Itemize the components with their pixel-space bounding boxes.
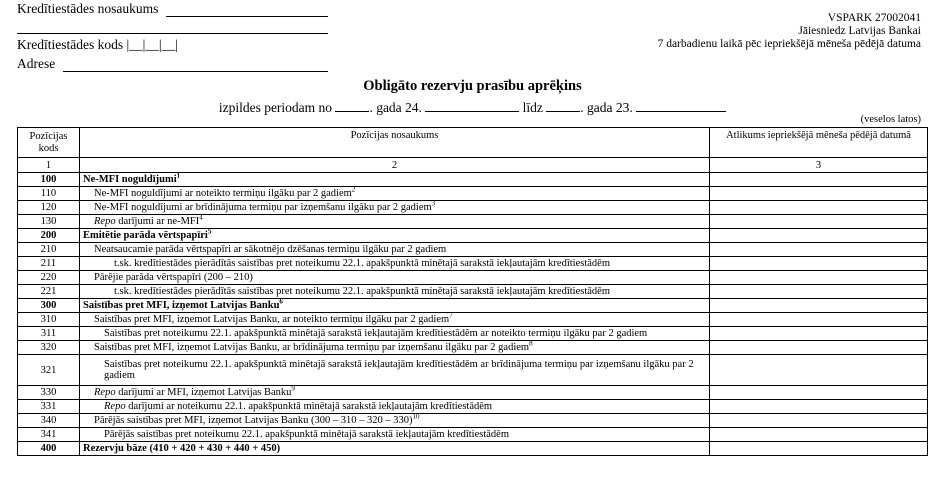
row-name bbox=[80, 271, 710, 285]
footnote-ref: 9 bbox=[291, 384, 295, 393]
col-header-code: Pozīcijas kods bbox=[18, 128, 80, 158]
table-row bbox=[18, 355, 928, 386]
col-header-name: Pozīcijas nosaukums bbox=[80, 128, 710, 158]
row-name bbox=[80, 386, 710, 400]
table-row bbox=[18, 428, 928, 442]
period-to-suffix: . gada 23. bbox=[580, 100, 633, 115]
table-row bbox=[18, 327, 928, 341]
row-name bbox=[80, 285, 710, 299]
row-name bbox=[80, 442, 710, 456]
row-code: 310 bbox=[18, 313, 80, 327]
row-code: 311 bbox=[18, 327, 80, 341]
table-row bbox=[18, 201, 928, 215]
row-balance-input[interactable] bbox=[710, 271, 928, 285]
institution-name-field-line2[interactable] bbox=[17, 33, 328, 34]
row-name-text: t.sk. kredītiestādes pierādītās saistības pret noteikumu 22.1. apakšpunktā minētajā sarakstā iekļautajām kredītiestādēm bbox=[114, 286, 610, 297]
row-code: 220 bbox=[18, 271, 80, 285]
deadline-note: 7 darbadienu laikā pēc iepriekšējā mēneša pēdējā datuma bbox=[657, 38, 921, 50]
row-balance-input[interactable] bbox=[710, 341, 928, 355]
row-balance-input[interactable] bbox=[710, 386, 928, 400]
row-name-text: Saistības pret MFI, izņemot Latvijas Banku, ar noteikto termiņu ilgāku par 2 gadiem bbox=[94, 314, 450, 325]
footnote-ref: 10 bbox=[412, 412, 420, 421]
table-row bbox=[18, 400, 928, 414]
row-code: 340 bbox=[18, 414, 80, 428]
row-name-italic: Repo bbox=[94, 387, 116, 398]
row-code: 120 bbox=[18, 201, 80, 215]
row-balance-input[interactable] bbox=[710, 428, 928, 442]
row-name bbox=[80, 229, 710, 243]
row-name-text: Pārējie parāda vērtspapīri (200 – 210) bbox=[94, 272, 253, 283]
row-name-text: Pārējās saistības pret noteikumu 22.1. apakšpunktā minētajā sarakstā iekļautajām kredītiestādēm bbox=[104, 429, 510, 440]
table-number-row bbox=[18, 158, 928, 173]
row-balance-input[interactable] bbox=[710, 313, 928, 327]
table-row bbox=[18, 215, 928, 229]
period-prefix: izpildes periodam no bbox=[218, 100, 333, 115]
row-code: 331 bbox=[18, 400, 80, 414]
row-balance-input[interactable] bbox=[710, 327, 928, 341]
row-name-italic: Repo bbox=[104, 401, 126, 412]
row-name bbox=[80, 299, 710, 313]
footnote-ref: 3 bbox=[431, 199, 436, 208]
row-name bbox=[80, 257, 710, 271]
row-code: 321 bbox=[18, 355, 80, 386]
row-name bbox=[80, 173, 710, 187]
institution-code-label: Kredītiestādes kods |__|__|__| bbox=[17, 37, 178, 52]
row-code: 341 bbox=[18, 428, 80, 442]
table-row bbox=[18, 386, 928, 400]
institution-name-label: Kredītiestādes nosaukums bbox=[17, 1, 159, 16]
row-name bbox=[80, 327, 710, 341]
row-name-text: Saistības pret MFI, izņemot Latvijas Banku, ar brīdinājuma termiņu par izņemšanu ilgāku par 2 gadiem bbox=[94, 342, 530, 353]
footnote-ref: 5 bbox=[207, 227, 212, 236]
units-note: (veselos latos) bbox=[860, 114, 921, 125]
row-name-text: darījumi ar MFI, izņemot Latvijas Banku bbox=[115, 387, 292, 398]
row-name bbox=[80, 341, 710, 355]
form-code: VSPARK 27002041 bbox=[827, 12, 921, 24]
row-name-text: Emitētie parāda vērtspapīri bbox=[83, 230, 208, 241]
institution-name-field[interactable] bbox=[166, 16, 328, 17]
period-from-month-field[interactable] bbox=[425, 99, 519, 112]
row-code: 211 bbox=[18, 257, 80, 271]
row-code: 300 bbox=[18, 299, 80, 313]
row-name bbox=[80, 414, 710, 428]
row-name-text: Rezervju bāze (410 + 420 + 430 + 440 + 450) bbox=[83, 443, 281, 454]
table-row bbox=[18, 243, 928, 257]
row-name-text: Saistības pret MFI, izņemot Latvijas Banku bbox=[83, 300, 280, 311]
table-row bbox=[18, 271, 928, 285]
row-name-text: Saistības pret noteikumu 22.1. apakšpunktā minētajā sarakstā iekļautajām kredītiestādēm ar brīdinājuma termiņu par izņemšanu ilgāku par 2 gadiem bbox=[104, 358, 694, 381]
footnote-ref: 6 bbox=[279, 297, 283, 306]
row-balance-input[interactable] bbox=[710, 173, 928, 187]
page-title: Obligāto rezervju prasību aprēķins bbox=[363, 78, 582, 94]
row-code: 210 bbox=[18, 243, 80, 257]
table-row bbox=[18, 299, 928, 313]
row-balance-input[interactable] bbox=[710, 414, 928, 428]
row-name bbox=[80, 400, 710, 414]
table-row bbox=[18, 187, 928, 201]
row-balance-input[interactable] bbox=[710, 187, 928, 201]
submit-to: Jāiesniedz Latvijas Bankai bbox=[798, 25, 921, 37]
row-balance-input[interactable] bbox=[710, 243, 928, 257]
row-name bbox=[80, 243, 710, 257]
row-balance-input[interactable] bbox=[710, 201, 928, 215]
row-balance-input[interactable] bbox=[710, 229, 928, 243]
form-info bbox=[658, 12, 921, 51]
row-code: 200 bbox=[18, 229, 80, 243]
row-name-text: Saistības pret noteikumu 22.1. apakšpunktā minētajā sarakstā iekļautajām kredītiestādēm ar noteikto termiņu ilgāku par 2 gadiem bbox=[104, 328, 648, 339]
row-name-text: darījumi ar noteikumu 22.1. apakšpunktā minētajā sarakstā iekļautajām kredītiestādēm bbox=[125, 401, 493, 412]
period-middle: līdz bbox=[522, 100, 543, 115]
table-row bbox=[18, 173, 928, 187]
period-to-year-field[interactable] bbox=[546, 99, 580, 112]
row-balance-input[interactable] bbox=[710, 299, 928, 313]
col-number: 1 bbox=[18, 158, 80, 173]
row-code: 400 bbox=[18, 442, 80, 456]
row-balance-input[interactable] bbox=[710, 442, 928, 456]
table-row bbox=[18, 341, 928, 355]
row-name-text: Ne-MFI noguldījumi ar brīdinājuma termiņu par izņemšanu ilgāku par 2 gadiem bbox=[94, 202, 432, 213]
row-name bbox=[80, 201, 710, 215]
reserve-table bbox=[17, 127, 928, 456]
row-code: 130 bbox=[18, 215, 80, 229]
period-to-month-field[interactable] bbox=[636, 99, 726, 112]
table-row bbox=[18, 229, 928, 243]
row-name bbox=[80, 355, 710, 386]
row-name-text: Neatsaucamie parāda vērtspapīri ar sākotnējo dzēšanas termiņu ilgāku par 2 gadiem bbox=[94, 244, 447, 255]
footnote-ref: 7 bbox=[449, 311, 453, 320]
table-row bbox=[18, 285, 928, 299]
table-row bbox=[18, 414, 928, 428]
row-code: 100 bbox=[18, 173, 80, 187]
table-row bbox=[18, 257, 928, 271]
period-line bbox=[0, 99, 945, 116]
row-balance-input[interactable] bbox=[710, 355, 928, 386]
row-name-text: Ne-MFI noguldījumi ar noteikto termiņu ilgāku par 2 gadiem bbox=[94, 188, 352, 199]
row-code: 330 bbox=[18, 386, 80, 400]
footnote-ref: 8 bbox=[529, 339, 533, 348]
row-balance-input[interactable] bbox=[710, 257, 928, 271]
period-from-year-field[interactable] bbox=[335, 99, 369, 112]
col-header-balance: Atlikums iepriekšējā mēneša pēdējā datumā bbox=[710, 128, 928, 158]
row-name-text: Pārējās saistības pret MFI, izņemot Latvijas Banku (300 – 310 – 320 – 330) bbox=[94, 415, 413, 426]
row-name-italic: Repo bbox=[94, 216, 116, 227]
row-name-text: Ne-MFI noguldījumi bbox=[83, 174, 177, 185]
row-name bbox=[80, 428, 710, 442]
address-field[interactable] bbox=[63, 71, 328, 72]
col-number: 2 bbox=[80, 158, 710, 173]
row-name-text: t.sk. kredītiestādes pierādītās saistības pret noteikumu 22.1. apakšpunktā minētajā sarakstā iekļautajām kredītiestādēm bbox=[114, 258, 610, 269]
table-row bbox=[18, 442, 928, 456]
row-name bbox=[80, 313, 710, 327]
row-code: 110 bbox=[18, 187, 80, 201]
table-header-row bbox=[18, 128, 928, 158]
row-balance-input[interactable] bbox=[710, 400, 928, 414]
row-name bbox=[80, 215, 710, 229]
row-name-text: darījumi ar ne-MFI bbox=[115, 216, 200, 227]
col-number: 3 bbox=[710, 158, 928, 173]
row-balance-input[interactable] bbox=[710, 215, 928, 229]
row-code: 221 bbox=[18, 285, 80, 299]
table-row bbox=[18, 313, 928, 327]
footnote-ref: 2 bbox=[351, 185, 356, 194]
footnote-ref: 1 bbox=[176, 171, 181, 180]
table-body bbox=[18, 173, 928, 456]
row-code: 320 bbox=[18, 341, 80, 355]
row-name bbox=[80, 187, 710, 201]
period-from-suffix: . gada 24. bbox=[369, 100, 422, 115]
address-label: Adrese bbox=[17, 56, 56, 71]
footnote-ref: 4 bbox=[199, 213, 203, 222]
row-balance-input[interactable] bbox=[710, 285, 928, 299]
